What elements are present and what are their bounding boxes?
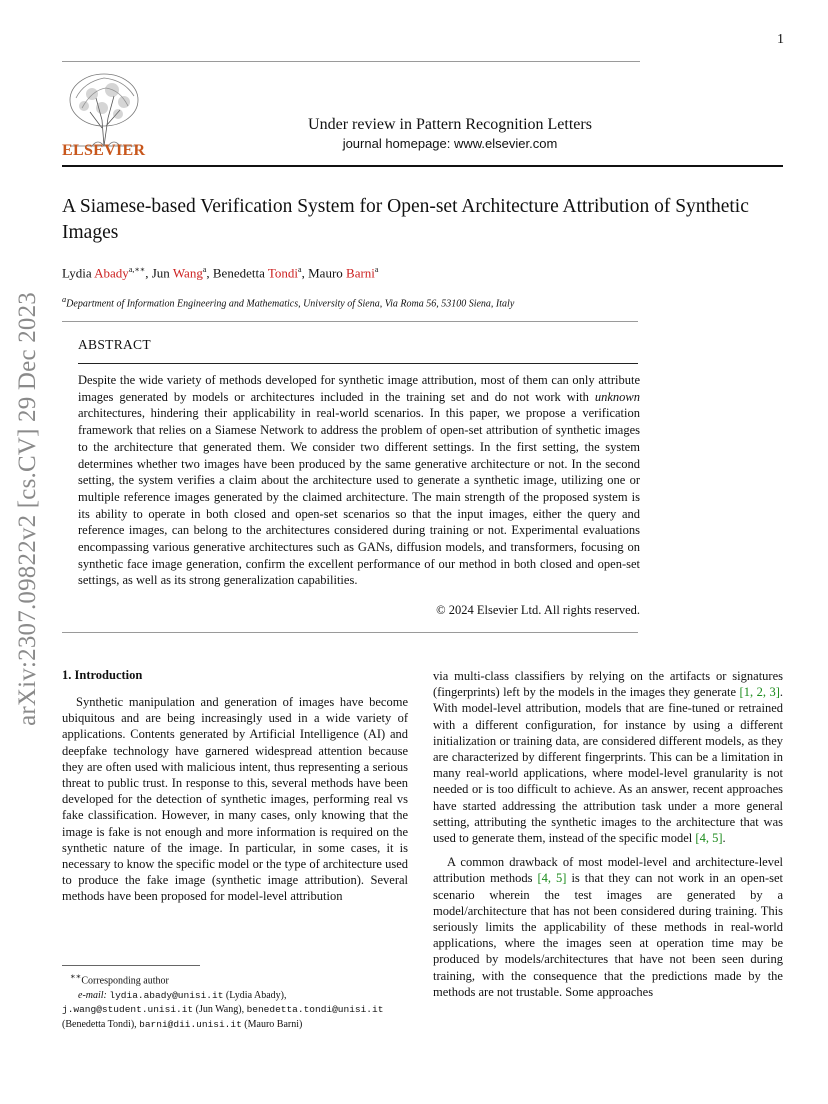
author-sup: a — [298, 265, 302, 274]
footnote-rule — [62, 965, 200, 966]
journal-homepage: journal homepage: www.elsevier.com — [342, 136, 558, 151]
author-list — [62, 265, 378, 281]
abstract-emphasis: unknown — [594, 389, 640, 404]
author-sep: , — [206, 265, 213, 281]
author-sup: a — [374, 265, 379, 274]
text-span: via multi-class classifiers by relying on the artifacts or signatures (fingerprints) left by the models in the images they generate — [433, 669, 783, 700]
author-last: Wang — [172, 265, 203, 281]
intro-paragraph: Synthetic manipulation and generation of images have become ubiquitous and are being increasingly used in a wide variety of applications. Contents generated by Artificial Intelligence (AI) and deepfake technology have garnered widespread attention because they are often used with malicious intent, thus representing a serious threat to public trust. In response to this, several methods have been developed for the detection of synthetic images, performing real vs fake classification. However, in many cases, only knowing that the image is fake is not enough and more information is required on the synthetic nature of the image. In particular, in some cases, it is necessary to know the specific model or the type of architecture used to produce the fake image (synthetic image attribution). Several methods have been proposed for model-level attribution — [62, 695, 408, 904]
email-link[interactable]: benedetta.tondi@unisi.it — [246, 1004, 384, 1016]
email-label: e-mail: — [78, 989, 110, 1001]
section-heading: 1. Introduction — [62, 668, 143, 682]
citation-link[interactable]: [4, 5] — [695, 831, 723, 846]
author-sep: , — [145, 265, 152, 281]
footnotes — [62, 970, 422, 1032]
author-last: Tondi — [267, 265, 299, 281]
copyright-notice: © 2024 Elsevier Ltd. All rights reserved. — [436, 603, 640, 617]
abstract-top-rule — [62, 321, 638, 322]
email-link[interactable]: lydia.abady@unisi.it — [109, 989, 224, 1001]
text-span: . — [722, 831, 726, 846]
citation-link[interactable]: [1, 2, 3] — [739, 685, 780, 700]
email-owner: (Mauro Barni) — [241, 1018, 303, 1030]
intro-paragraph-continued — [433, 668, 783, 846]
email-owner: (Benedetta Tondi), — [62, 1018, 140, 1030]
elsevier-wordmark: ELSEVIER — [62, 142, 146, 159]
page-number: 1 — [777, 32, 784, 47]
author-last: Barni — [346, 265, 375, 281]
email-owner: (Lydia Abady), — [223, 989, 287, 1001]
footnote-mark: ∗∗ — [70, 972, 82, 981]
abstract-heading: ABSTRACT — [78, 337, 151, 352]
author-first: Mauro — [308, 265, 347, 281]
journal-name: Under review in Pattern Recognition Letters — [308, 116, 592, 133]
abstract-heading-rule — [78, 363, 638, 364]
author-sup: a — [202, 265, 207, 274]
header-bottom-rule — [62, 165, 783, 167]
email-owner: (Jun Wang), — [193, 1004, 247, 1016]
email-link[interactable]: j.wang@student.unisi.it — [62, 1004, 194, 1016]
header-top-rule — [62, 61, 640, 62]
left-column — [62, 694, 408, 905]
citation-link[interactable]: [4, 5] — [537, 871, 567, 886]
intro-paragraph-2 — [433, 854, 783, 1000]
author-sup: a,∗∗ — [128, 265, 146, 274]
right-column — [433, 668, 783, 1000]
arxiv-id-text: arXiv:2307.09822v2 [cs.CV] 29 Dec 2023 — [14, 292, 41, 726]
arxiv-side-stamp — [8, 292, 52, 726]
author-sep: , — [301, 265, 309, 281]
text-span: A common drawback of most model-level and architecture-level attribution methods — [433, 855, 783, 886]
email-link[interactable]: barni@dii.unisi.it — [139, 1018, 242, 1030]
author-last: Abady — [94, 265, 129, 281]
author-first: Jun — [151, 265, 173, 281]
abstract-part2: architectures, hindering their applicability in real-world scenarios. In this paper, we propose a verification framework that relies on a Siamese Network to address the problem of open-set attribution of synthetic images to the architecture that generated them. We consider two different settings. In the first setting, the system determines whether two images have been produced by the same generative architecture or not. In the second setting, the system verifies a claim about the architecture used to generate a synthetic image, utilizing one or multiple reference images generated by the claimed architecture. The main strength of the proposed system is its ability to operate in both closed and open-set scenarios so that the input images, either the query and reference images, can belong to the architectures considered during training or not. Experimental evaluations encompassing various generative architectures such as GANs, diffusion models, and transformers, focusing on synthetic face image generation, confirm the excellent performance of our method in both closed and open-set settings, as well as its strong generalization capabilities. — [78, 406, 640, 588]
abstract-part1: Despite the wide variety of methods developed for synthetic image attribution, most of them can only attribute images generated by models or architectures included in the training set and do not work with — [78, 373, 640, 404]
affiliation-sup: a — [62, 295, 67, 304]
abstract-bottom-rule — [62, 632, 638, 633]
corresponding-author: Corresponding author — [81, 975, 169, 987]
abstract-text — [78, 372, 640, 589]
author-first: Lydia — [62, 265, 95, 281]
affiliation-text: Department of Information Engineering and Mathematics, University of Siena, Via Roma 56, 53100 Siena, Italy — [66, 298, 515, 310]
affiliation — [62, 295, 514, 309]
text-span: . With model-level attribution, models that are fine-tuned or retrained with a different configuration, for instance by using a different initialization or training data, are considered different models, as they are characterized by different fingerprints. This can be a limitation in many real-world applications, where model-level granularity is not needed or is too difficult to achieve. As an answer, recent approaches have started addressing the attribution task under a more general setting, attributing the synthetic images to the architecture that was used to generate them, instead of the specific model — [433, 685, 783, 846]
author-first: Benedetta — [212, 265, 268, 281]
paper-title: A Siamese-based Verification System for Open-set Architecture Attribution of Synthetic Images — [62, 196, 749, 243]
text-span: is that they can not work in an open-set scenario wherein the test images are generated by a model/architecture that has not been considered during training. This seriously limits the applicability of these methods in real-world applications, where the images seen at operation time may be produced by models/architectures that have not been seen during training, with the consequence that the predictions made by the methods are not trustable. Some approaches — [433, 871, 784, 999]
